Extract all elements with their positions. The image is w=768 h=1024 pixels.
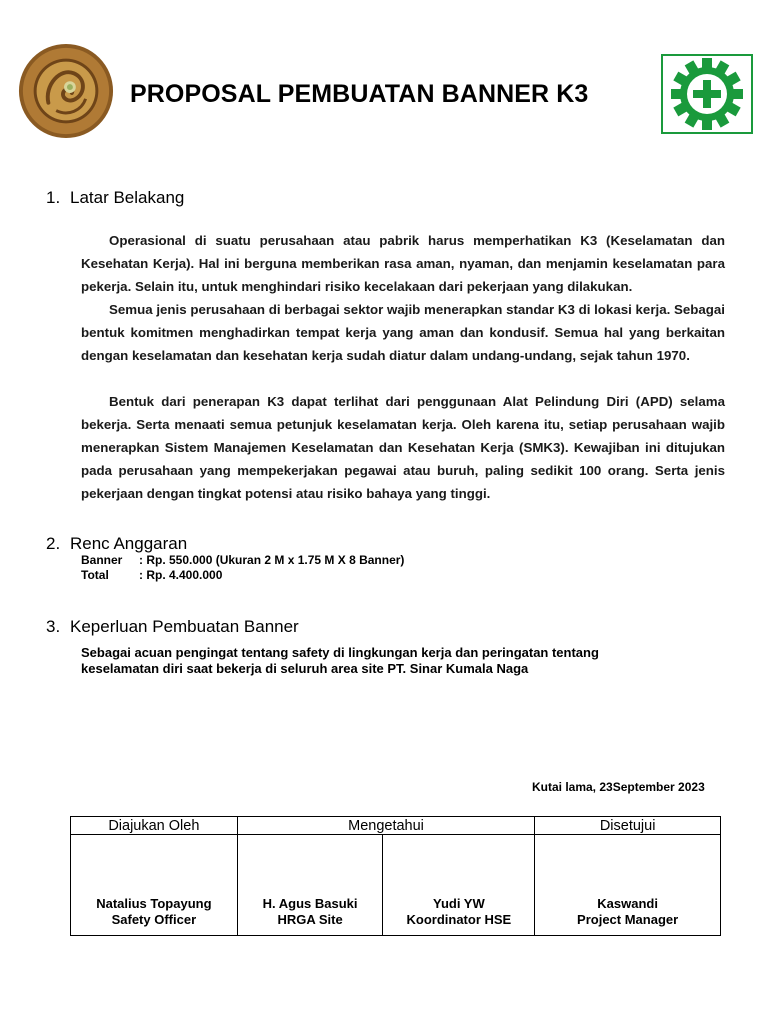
signer-role: Safety Officer xyxy=(111,911,197,927)
budget-label: Banner xyxy=(81,553,123,567)
header-mengetahui: Mengetahui xyxy=(237,817,535,835)
paragraph-1: Operasional di suatu perusahaan atau pabrik harus memperhatikan K3 (Keselamatan dan Kesehatan Kerja). Hal ini berguna memberikan rasa aman, nyaman, dan menjamin keselamatan para pekerja. Selain itu, untuk menghindari risiko kecelakaan dari pekerjaan yang dilakukan. xyxy=(81,233,725,294)
document-date: Kutai lama, 23September 2023 xyxy=(532,780,705,794)
budget-row xyxy=(81,568,404,583)
signer-role: Project Manager xyxy=(577,911,679,927)
page-title: PROPOSAL PEMBUATAN BANNER K3 xyxy=(130,80,589,108)
signature-table xyxy=(70,816,721,936)
budget-row xyxy=(81,553,404,568)
budget-value: : Rp. 4.400.000 xyxy=(139,567,223,582)
paragraph-3: Bentuk dari penerapan K3 dapat terlihat dari penggunaan Alat Pelindung Diri (APD) selama bekerja. Serta menaati semua petunjuk keselamatan kerja. Oleh karena itu, setiap perusahaan wajib menerapkan Sistem Manajemen Keselamatan dan Kesehatan Kerja (SMK3). Kewajiban ini ditujukan pada perusahaan yang mempekerjakan pegawai atau buruh, paling sedikit 100 orang. Serta jenis pekerjaan dengan tingkat potensi atau risiko bahaya yang tinggi. xyxy=(81,394,725,501)
budget-label: Total xyxy=(81,567,109,582)
k3-safety-logo xyxy=(661,54,753,134)
signer-name: Natalius Topayung xyxy=(96,896,212,911)
paragraph-2: Semua jenis perusahaan di berbagai sektor wajib menerapkan standar K3 di lokasi kerja. Sebagai bentuk komitmen menghadirkan tempat kerja yang aman dan kondusif. Semua hal yang berkaitan dengan keselamatan dan kesehatan kerja sudah diatur dalam undang-undang, sejak tahun 1970. xyxy=(81,302,725,363)
signer-role: Koordinator HSE xyxy=(406,911,512,927)
section-heading-renc-anggaran: 2. Renc Anggaran xyxy=(46,534,188,553)
signer-name: Yudi YW xyxy=(432,896,485,911)
signature-cell xyxy=(535,835,721,936)
section-heading-latar-belakang: 1. Latar Belakang xyxy=(46,188,185,207)
header-diajukan-oleh: Diajukan Oleh xyxy=(71,817,238,835)
signer-name: Kaswandi xyxy=(597,896,658,911)
signature-cell xyxy=(71,835,238,936)
budget-value: : Rp. 550.000 (Ukuran 2 M x 1.75 M X 8 Banner) xyxy=(139,553,405,567)
signature-cell xyxy=(237,835,383,936)
signer-name: H. Agus Basuki xyxy=(262,896,358,911)
header-disetujui: Disetujui xyxy=(535,817,721,835)
signature-cell xyxy=(383,835,535,936)
company-seal-logo xyxy=(17,42,115,140)
signer-role: HRGA Site xyxy=(277,911,343,927)
section-heading-keperluan: 3. Keperluan Pembuatan Banner xyxy=(46,617,299,636)
keperluan-text: Sebagai acuan pengingat tentang safety di lingkungan kerja dan peringatan tentang keselamatan diri saat bekerja di seluruh area site PT. Sinar Kumala Naga xyxy=(81,645,599,676)
budget-list xyxy=(81,553,404,582)
